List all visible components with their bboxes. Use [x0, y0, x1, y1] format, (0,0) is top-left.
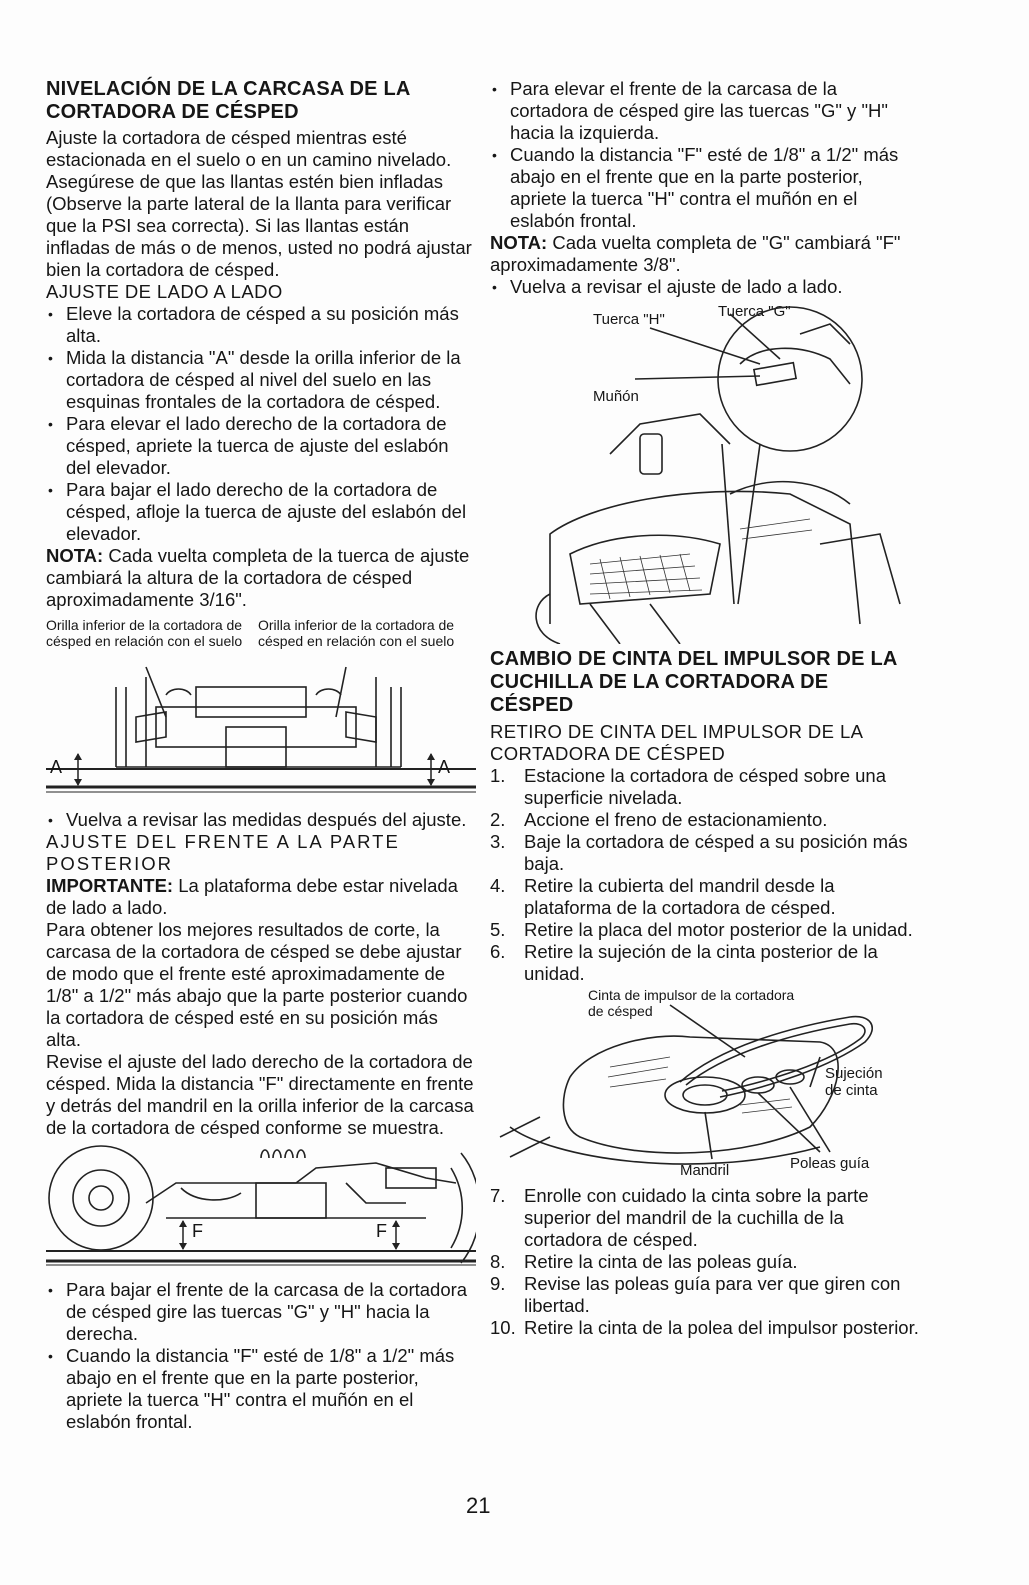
deck-belt-illustration: [490, 987, 920, 1179]
list-item: • Cuando la distancia "F" esté de 1/8" a 1/2" más abajo en el frente que en la parte posterior, apriete la tuerca "H" contra el muñón en el eslabón frontal.: [46, 1345, 476, 1433]
list-item: [490, 831, 920, 875]
note-label: NOTA:: [46, 545, 104, 566]
label-trunnion: Muñón: [593, 388, 639, 405]
step-number: 5.: [490, 919, 506, 940]
note-paragraph-right: [490, 232, 920, 276]
list-item: • Para bajar el lado derecho de la cortadora de césped, afloje la tuerca de ajuste del eslabón del elevador.: [46, 479, 476, 545]
step-number: 10.: [490, 1317, 516, 1338]
step-text: Revise las poleas guía para ver que giren con libertad.: [524, 1273, 901, 1316]
list-item: • Vuelva a revisar el ajuste de lado a lado.: [490, 276, 920, 298]
step-text: Retire la placa del motor posterior de la unidad.: [524, 919, 913, 940]
step-text: Baje la cortadora de césped a su posición más baja.: [524, 831, 908, 874]
recheck-list: [46, 809, 476, 831]
list-item: • Para bajar el frente de la carcasa de la cortadora de césped gire las tuercas "G" y "H" hacia la derecha.: [46, 1279, 476, 1345]
list-item: [490, 941, 920, 985]
step-number: 7.: [490, 1185, 506, 1206]
label-spindle: Mandril: [680, 1162, 730, 1179]
list-item: [490, 919, 920, 941]
step-number: 1.: [490, 765, 506, 786]
note-text: Cada vuelta completa de "G" cambiará "F" aproximadamente 3/8".: [490, 232, 901, 275]
left-column: [46, 78, 476, 1433]
intro-paragraph: Ajuste la cortadora de césped mientras esté estacionada en el suelo o en un camino nivelado. Asegúrese de que las llantas estén bien infladas (Observe la parte lateral de la llanta para verificar que la PSI sea correcta). Si las llantas están infladas de más o de menos, usted no podrá ajustar bien la cortadora de césped.: [46, 127, 472, 280]
step-number: 9.: [490, 1273, 506, 1294]
figure-adjust-nuts: [490, 304, 920, 644]
measure-mark-f-right: F: [376, 1221, 387, 1241]
removal-steps-a: [490, 765, 920, 985]
side-to-side-list: [46, 303, 476, 545]
lower-front-list: [46, 1279, 476, 1433]
measure-mark-a-right: A: [438, 757, 451, 777]
measure-mark-a-left: A: [50, 757, 63, 777]
tractor-front-illustration: [490, 304, 920, 644]
important-text: La plataforma debe estar nivelada de lado a lado.: [46, 875, 458, 918]
important-paragraph: [46, 875, 476, 919]
step-text: Retire la cinta de la polea del impulsor posterior.: [524, 1317, 919, 1338]
right-column: [490, 78, 920, 1339]
step-number: 3.: [490, 831, 506, 852]
step-text: Retire la cinta de las poleas guía.: [524, 1251, 798, 1272]
figure-label-left: Orilla inferior de la cortadora de césped en relación con el suelo: [46, 617, 243, 649]
recheck-list-right: [490, 276, 920, 298]
list-item: [490, 1185, 920, 1251]
section-heading-belt-change: CAMBIO DE CINTA DEL IMPULSOR DE LA CUCHILLA DE LA CORTADORA DE CÉSPED: [490, 648, 897, 716]
mower-side-illustration: [46, 1143, 476, 1273]
step-text: Retire la sujeción de la cinta posterior de la unidad.: [524, 941, 878, 984]
list-item: • Eleve la cortadora de césped a su posición más alta.: [46, 303, 476, 347]
label-nut-h: Tuerca "H": [593, 311, 665, 328]
side-to-side-heading: AJUSTE DE LADO A LADO: [46, 281, 283, 302]
step-text: Estacione la cortadora de césped sobre una superficie nivelada.: [524, 765, 887, 808]
note-paragraph: [46, 545, 476, 611]
belt-removal-heading: RETIRO DE CINTA DEL IMPULSOR DE LA CORTADORA DE CÉSPED: [490, 721, 863, 764]
list-item: • Para elevar el frente de la carcasa de la cortadora de césped gire las tuercas "G" y "H" hacia la izquierda.: [490, 78, 920, 144]
note-text: Cada vuelta completa de la tuerca de ajuste cambiará la altura de la cortadora de césped aproximadamente 3/16".: [46, 545, 470, 610]
list-item: [490, 809, 920, 831]
step-text: Retire la cubierta del mandril desde la plataforma de la cortadora de césped.: [524, 875, 836, 918]
label-nut-g: Tuerca "G": [718, 303, 791, 320]
step-text: Enrolle con cuidado la cinta sobre la parte superior del mandril de la cuchilla de la cortadora de césped.: [524, 1185, 869, 1250]
note-label: NOTA:: [490, 232, 548, 253]
front-to-back-heading: AJUSTE DEL FRENTE A LA PARTE POSTERIOR: [46, 831, 400, 874]
measure-mark-f-left: F: [192, 1221, 203, 1241]
figure-side-to-side: [46, 617, 476, 807]
list-item: [490, 1273, 920, 1317]
removal-steps-b: [490, 1185, 920, 1339]
list-item: • Mida la distancia "A" desde la orilla inferior de la cortadora de césped al nivel del suelo en las esquinas frontales de la cortadora de césped.: [46, 347, 476, 413]
list-item: • Vuelva a revisar las medidas después del ajuste.: [46, 809, 476, 831]
list-item: [490, 875, 920, 919]
step-number: 8.: [490, 1251, 506, 1272]
revise-paragraph: Revise el ajuste del lado derecho de la cortadora de césped. Mida la distancia "F" directamente en frente y detrás del mandril en la orilla inferior de la carcasa de la cortadora de césped conforme se muestra.: [46, 1051, 474, 1138]
step-text: Accione el freno de estacionamiento.: [524, 809, 828, 830]
list-item: • Cuando la distancia "F" esté de 1/8" a 1/2" más abajo en el frente que en la parte posterior, apriete la tuerca "H" contra el muñón en el eslabón frontal.: [490, 144, 920, 232]
figure-belt-removal: [490, 987, 920, 1179]
best-cut-paragraph: Para obtener los mejores resultados de corte, la carcasa de la cortadora de césped se debe ajustar de modo que el frente esté aproximadamente de 1/8" a 1/2" más abajo que la parte posterior cuando la cortadora de césped esté en su posición más alta.: [46, 919, 468, 1050]
deck-front-illustration: [46, 617, 476, 807]
raise-front-list: [490, 78, 920, 232]
page-number: 21: [466, 1493, 491, 1518]
section-heading-deck-leveling: NIVELACIÓN DE LA CARCASA DE LA CORTADORA DE CÉSPED: [46, 78, 410, 123]
list-item: [490, 1317, 920, 1339]
step-number: 6.: [490, 941, 506, 962]
label-guide-pulleys: Poleas guía: [790, 1155, 870, 1172]
list-item: [490, 1251, 920, 1273]
step-number: 2.: [490, 809, 506, 830]
label-belt: Cinta de impulsor de la cortadora de césped: [588, 987, 795, 1019]
figure-label-right: Orilla inferior de la cortadora de césped en relación con el suelo: [258, 617, 455, 649]
list-item: • Para elevar el lado derecho de la cortadora de césped, apriete la tuerca de ajuste del eslabón del elevador.: [46, 413, 476, 479]
step-number: 4.: [490, 875, 506, 896]
figure-front-to-back: [46, 1143, 476, 1273]
list-item: [490, 765, 920, 809]
important-label: IMPORTANTE:: [46, 875, 174, 896]
label-belt-holder: Sujeción de cinta: [825, 1065, 883, 1099]
